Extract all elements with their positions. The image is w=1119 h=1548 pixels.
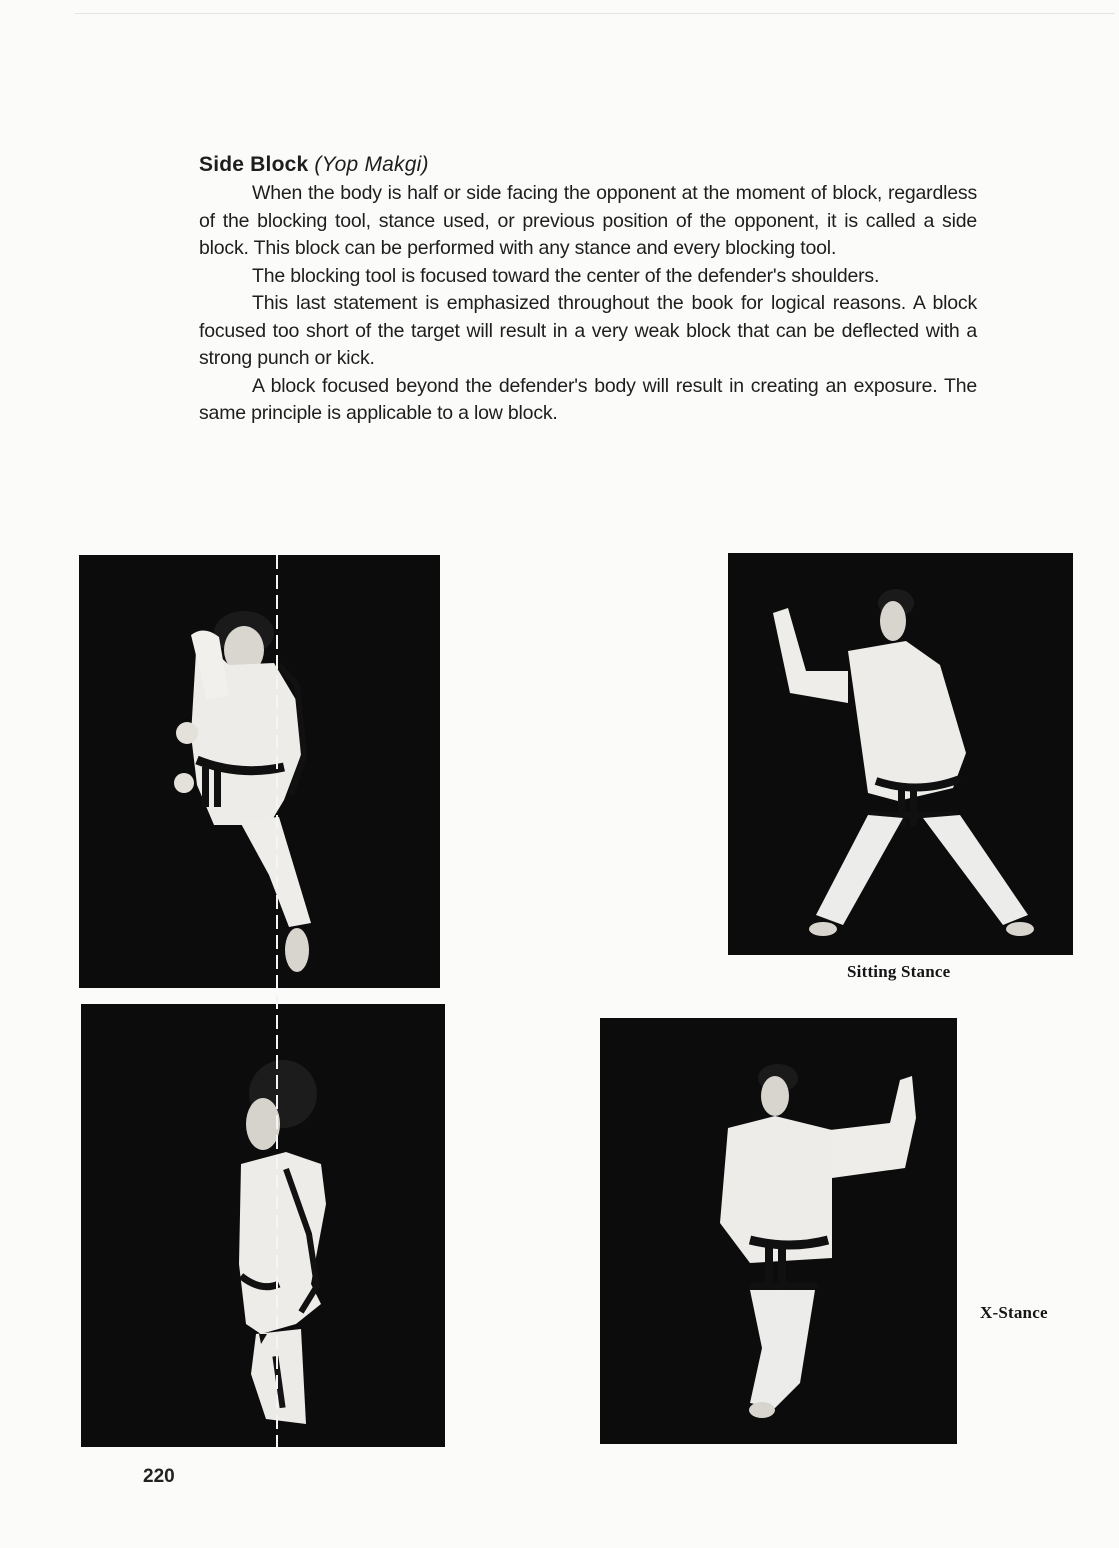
caption-x-stance: X-Stance: [980, 1303, 1048, 1322]
photo-side-block-side: [81, 1004, 445, 1447]
paragraph-emphasis: This last statement is emphasized throughout the book for logical reasons. A block focused too short of the target will result in a very weak block that can be deflected with a strong punch or kick.: [199, 292, 977, 369]
figure-x-stance-illustration: [600, 1018, 957, 1444]
photo-sitting-stance: [728, 553, 1073, 955]
figure-side-view-illustration: [81, 1004, 445, 1447]
section-text: [199, 150, 977, 428]
caption-sitting-stance: Sitting Stance: [847, 962, 951, 981]
paragraph-focus: The blocking tool is focused toward the center of the defender's shoulders.: [252, 264, 880, 287]
figure-sitting-stance-illustration: [728, 553, 1073, 955]
photo-side-block-front: [79, 555, 440, 988]
paragraph-definition: When the body is half or side facing the opponent at the moment of block, regardless of the blocking tool, stance used, or previous position of the opponent, it is called a side block. This block can be performed with any stance and every blocking tool.: [199, 182, 977, 259]
center-line-indicator: [276, 555, 278, 1447]
section-subtitle: (Yop Makgi): [314, 153, 429, 176]
page-edge-line: [75, 13, 1115, 14]
page-number: 220: [143, 1466, 175, 1487]
photo-x-stance: [600, 1018, 957, 1444]
figure-front-view-illustration: [79, 555, 440, 988]
section-heading: [199, 150, 977, 180]
paragraph-exposure: A block focused beyond the defender's body will result in creating an exposure. The same principle is applicable to a low block.: [199, 374, 977, 424]
section-title: Side Block: [199, 153, 309, 176]
